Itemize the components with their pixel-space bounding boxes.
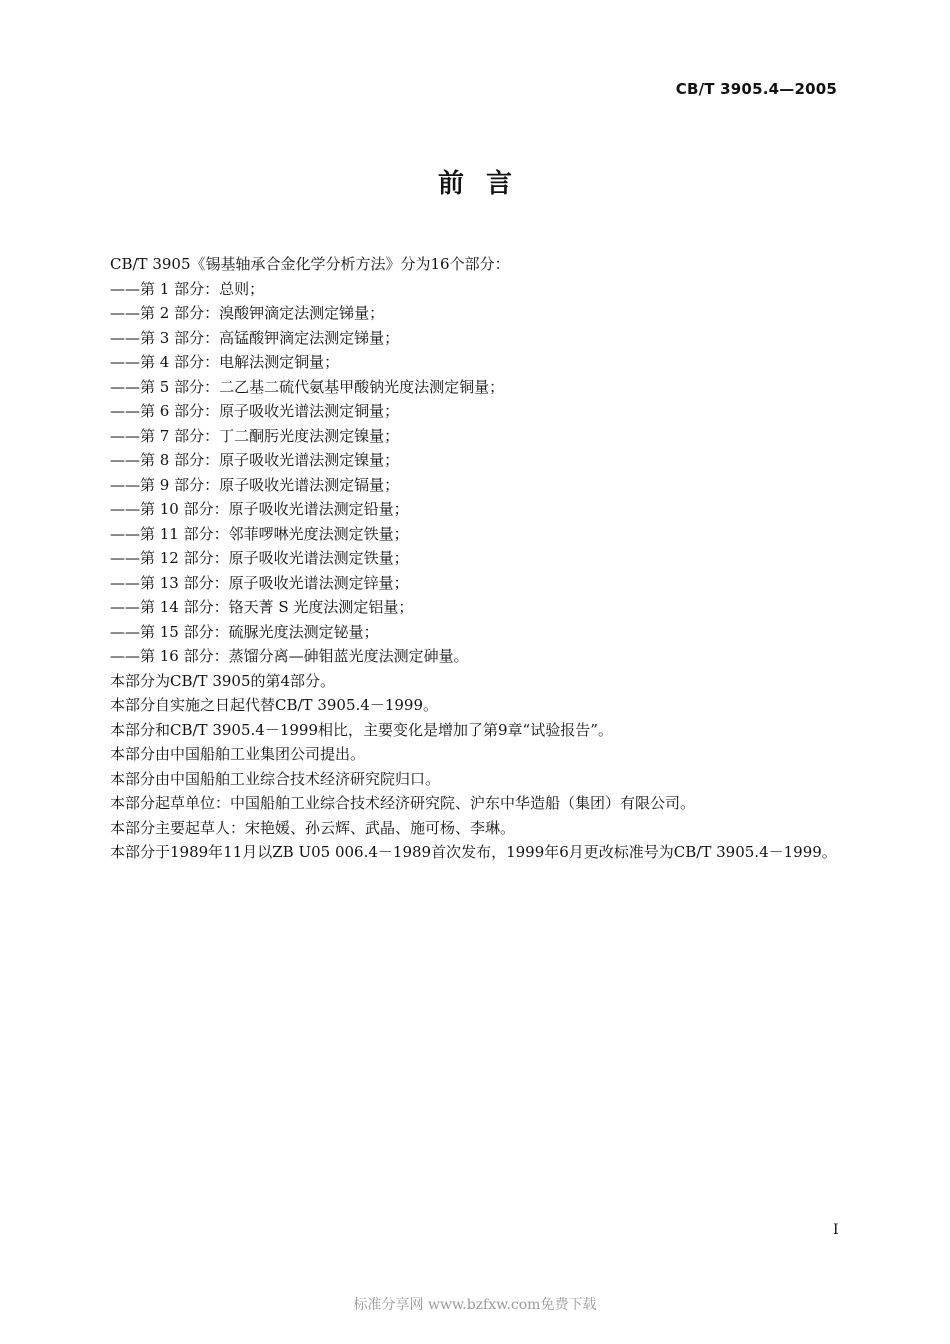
intro-line: CB/T 3905《锡基轴承合金化学分析方法》分为16个部分：	[110, 255, 510, 273]
statement-line: 本部分于1989年11月以ZB U05 006.4－1989首次发布，1999年6月更改标准号为CB/T 3905.4－1999。	[110, 843, 837, 861]
standard-number: CB/T 3905.4—2005	[675, 80, 837, 98]
part-item: ——第 10 部分：原子吸收光谱法测定铅量；	[110, 500, 409, 518]
statement-line: 本部分起草单位：中国船舶工业综合技术经济研究院、沪东中华造船（集团）有限公司。	[110, 794, 696, 812]
part-item: ——第 16 部分：蒸馏分离—砷钼蓝光度法测定砷量。	[110, 647, 469, 665]
part-item: ——第 2 部分：溴酸钾滴定法测定锑量；	[110, 304, 385, 322]
part-item: ——第 5 部分：二乙基二硫代氨基甲酸钠光度法测定铜量；	[110, 377, 505, 396]
statement-line: 本部分和CB/T 3905.4－1999相比，主要变化是增加了第9章“试验报告”。	[110, 720, 613, 739]
part-item: ——第 12 部分：原子吸收光谱法测定铁量；	[110, 549, 409, 567]
part-item: ——第 8 部分：原子吸收光谱法测定镍量；	[110, 451, 400, 469]
part-item: ——第 9 部分：原子吸收光谱法测定镉量；	[110, 475, 400, 494]
part-item: ——第 11 部分：邻菲啰啉光度法测定铁量；	[110, 524, 409, 543]
part-item: ——第 6 部分：原子吸收光谱法测定铜量；	[110, 402, 400, 420]
statement-line: 本部分自实施之日起代替CB/T 3905.4－1999。	[110, 696, 438, 714]
page-number: I	[833, 1222, 839, 1238]
statement-line: 本部分由中国船舶工业综合技术经济研究院归口。	[110, 769, 441, 788]
part-item: ——第 14 部分：铬天菁 S 光度法测定铝量；	[110, 598, 414, 616]
page-title: 前言	[437, 169, 534, 199]
part-item: ——第 1 部分：总则；	[110, 279, 265, 298]
part-item: ——第 4 部分：电解法测定铜量；	[110, 353, 340, 371]
statement-line: 本部分为CB/T 3905的第4部分。	[110, 671, 336, 690]
part-item: ——第 15 部分：硫脲光度法测定铋量；	[110, 622, 379, 641]
statement-line: 本部分由中国船舶工业集团公司提出。	[110, 745, 366, 763]
foreword-body	[110, 252, 850, 865]
watermark-text: 标准分享网 www.bzfxw.com免费下载	[353, 1297, 597, 1313]
part-item: ——第 7 部分：丁二酮肟光度法测定镍量；	[110, 426, 400, 445]
part-item: ——第 3 部分：高锰酸钾滴定法测定锑量；	[110, 328, 400, 347]
statement-line: 本部分主要起草人：宋艳媛、孙云辉、武晶、施可杨、李琳。	[110, 818, 516, 837]
part-item: ——第 13 部分：原子吸收光谱法测定锌量；	[110, 573, 409, 592]
